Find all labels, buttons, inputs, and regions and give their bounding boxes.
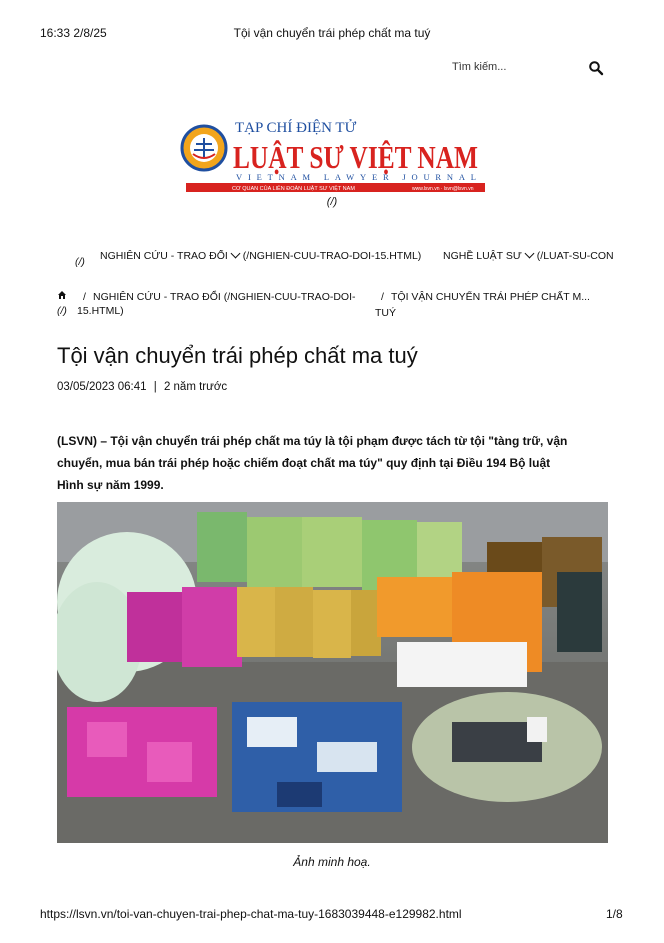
logo-main-text: LUẬT SƯ VIỆT NAM [233,139,478,175]
nav-home-link[interactable]: (/) [75,256,85,268]
breadcrumb-section-cont[interactable]: 15.HTML) [77,305,124,317]
breadcrumb-sep: / [381,291,384,303]
breadcrumb-section[interactable]: NGHIÊN CỨU - TRAO ĐỔI (/NGHIEN-CUU-TRAO-DOI- [93,291,356,303]
breadcrumb-sep: / [83,291,86,303]
chevron-down-icon [230,250,240,258]
logo-link[interactable]: (/) [326,196,338,208]
nav-item-href: (/NGHIEN-CUU-TRAO-DOI-15.HTML) [242,250,422,262]
main-nav [75,250,620,278]
article-lead: (LSVN) – Tội vận chuyển trái phép chất ma túy là tội phạm được tách từ tội "tàng trữ, vận chuyển, mua bán trái phép hoặc chiếm đoạt chất ma túy" quy định tại Điều 194 Bộ luật Hình sự năm 1999. [57,434,568,492]
footer-url: https://lsvn.vn/toi-van-chuyen-trai-phep-chat-ma-tuy-1683039448-e129982.html [40,907,462,921]
nav-item-href: (/LUAT-SU-CON [536,250,614,262]
nav-item-label: NGHIÊN CỨU - TRAO ĐỔI [100,250,228,262]
chevron-down-icon [524,250,534,258]
nav-item-label: NGHỀ LUẬT SƯ [443,250,522,262]
article-meta: 03/05/2023 06:41 | 2 năm trước [57,381,228,393]
search-placeholder[interactable]: Tìm kiếm... [452,61,507,73]
print-datetime: 16:33 2/8/25 [40,26,107,40]
site-logo[interactable] [180,118,485,196]
nav-item-nghe-luat-su[interactable] [443,250,614,262]
search-box[interactable] [440,58,610,78]
home-icon[interactable] [57,290,67,300]
breadcrumb-current: TỘI VẬN CHUYỂN TRÁI PHÉP CHẤT M... [391,291,590,303]
logo-strip-right: www.lsvn.vn · lsvn@lsvn.vn [412,186,474,192]
article-ago: 2 năm trước [163,381,228,393]
logo-sub-text: VIETNAM LAWYER JOURNAL [236,172,476,182]
logo-top-text: TẠP CHÍ ĐIỆN TỬ [235,120,357,136]
breadcrumb-current-cont: TUÝ [375,307,396,319]
article-image [57,502,608,843]
print-page-title: Tội vận chuyển trái phép chất ma tuý [233,26,431,40]
nav-item-nghien-cuu[interactable] [100,250,421,262]
logo-strip-text: CƠ QUAN CỦA LIÊN ĐOÀN LUẬT SƯ VIỆT NAM [232,186,355,192]
image-caption: Ảnh minh hoạ. [293,855,371,869]
breadcrumb-home-link[interactable]: (/) [57,305,67,317]
article-title: Tội vận chuyển trái phép chất ma tuý [57,343,418,368]
footer-page-number: 1/8 [606,907,623,921]
article-date: 03/05/2023 06:41 [57,381,147,393]
search-icon[interactable] [588,60,604,76]
